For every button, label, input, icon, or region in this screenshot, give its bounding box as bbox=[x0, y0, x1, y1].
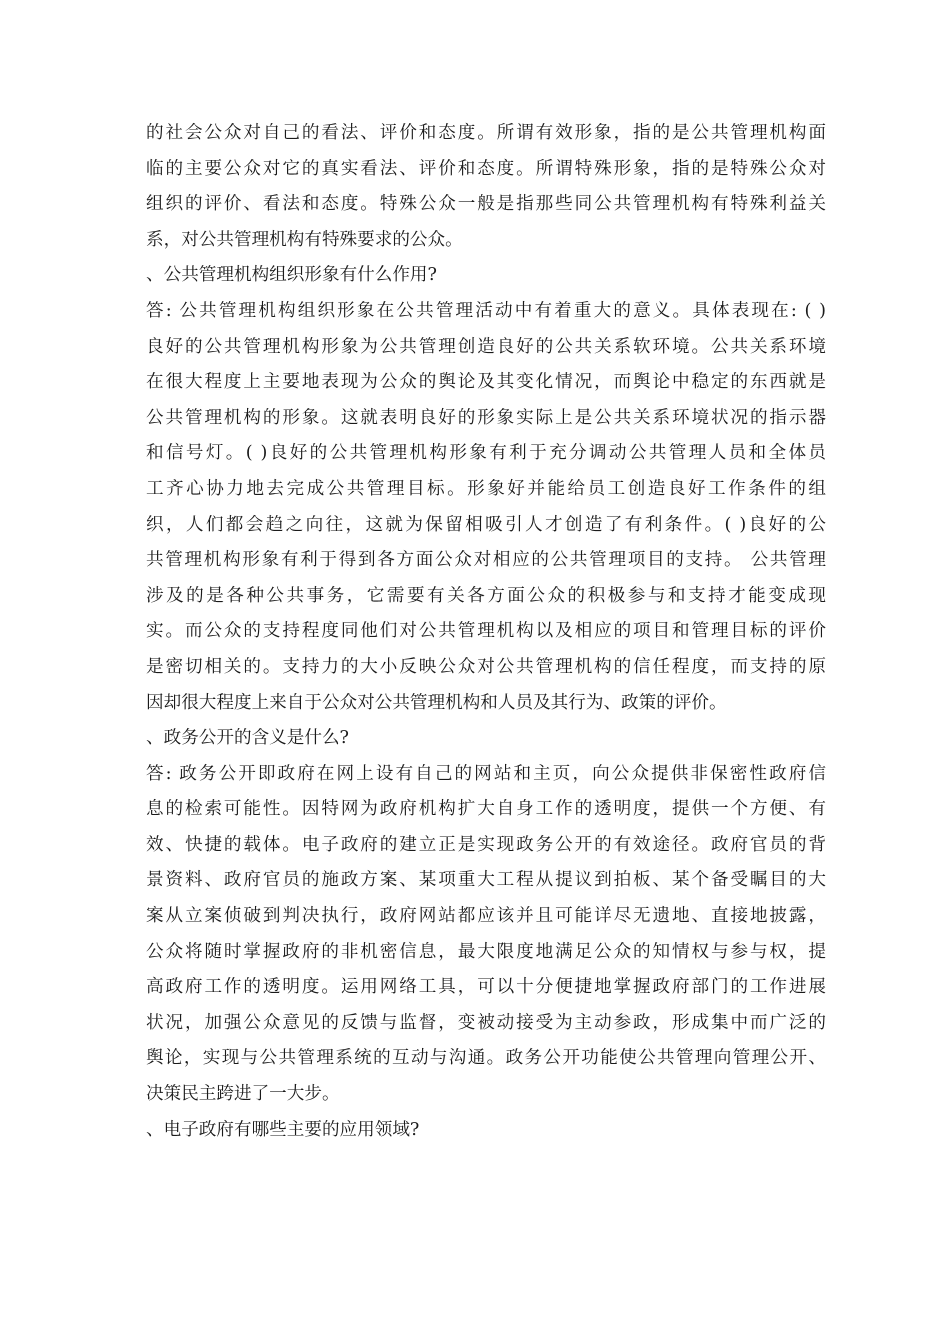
text-line: 共管理机构形象有利于得到各方面公众对相应的公共管理项目的支持。 公共管理 bbox=[146, 550, 826, 571]
text-line: 决策民主跨进了一大步。 bbox=[146, 1084, 340, 1105]
text-line: 系，对公共管理机构有特殊要求的公众。 bbox=[146, 229, 463, 250]
text-line: 组织的评价、看法和态度。特殊公众一般是指那些同公共管理机构有特殊利益关 bbox=[146, 194, 826, 215]
text-line: 实。而公众的支持程度同他们对公共管理机构以及相应的项目和管理目标的评价 bbox=[146, 621, 826, 642]
text-line: 是密切相关的。支持力的大小反映公众对公共管理机构的信任程度，而支持的原 bbox=[146, 656, 826, 677]
text-line: 在很大程度上主要地表现为公众的舆论及其变化情况，而舆论中稳定的东西就是 bbox=[146, 372, 826, 393]
text-line: 织，人们都会趋之向往，这就为保留相吸引人才创造了有利条件。( )良好的公 bbox=[146, 514, 826, 535]
answer-line: 答: 公共管理机构组织形象在公共管理活动中有着重大的意义。具体表现在: ( ) bbox=[146, 300, 826, 321]
text-line: 工齐心协力地去完成公共管理目标。形象好并能给员工创造良好工作条件的组 bbox=[146, 478, 826, 499]
text-line: 舆论，实现与公共管理系统的互动与沟通。政务公开功能使公共管理向管理公开、 bbox=[146, 1048, 826, 1069]
text-line: 公众将随时掌握政府的非机密信息，最大限度地满足公众的知情权与参与权，提 bbox=[146, 941, 826, 962]
text-line: 的社会公众对自己的看法、评价和态度。所谓有效形象，指的是公共管理机构面 bbox=[146, 123, 826, 143]
answer-line: 答: 政务公开即政府在网上设有自己的网站和主页，向公众提供非保密性政府信 bbox=[146, 763, 826, 784]
text-line: 息的检索可能性。因特网为政府机构扩大自身工作的透明度，提供一个方便、有 bbox=[146, 799, 826, 820]
text-line: 临的主要公众对它的真实看法、评价和态度。所谓特殊形象，指的是特殊公众对 bbox=[146, 158, 826, 179]
text-line: 涉及的是各种公共事务，它需要有关各方面公众的积极参与和支持才能变成现 bbox=[146, 585, 826, 606]
text-line: 和信号灯。( )良好的公共管理机构形象有利于充分调动公共管理人员和全体员 bbox=[146, 443, 826, 464]
text-line: 高政府工作的透明度。运用网络工具，可以十分便捷地掌握政府部门的工作进展 bbox=[146, 977, 826, 998]
question-heading: 、公共管理机构组织形象有什么作用? bbox=[146, 265, 437, 286]
text-line: 景资料、政府官员的施政方案、某项重大工程从提议到拍板、某个备受瞩目的大 bbox=[146, 870, 826, 891]
text-line: 状况，加强公众意见的反馈与监督，变被动接受为主动参政，形成集中而广泛的 bbox=[146, 1012, 826, 1033]
text-line: 良好的公共管理机构形象为公共管理创造良好的公共关系软环境。公共关系环境 bbox=[146, 336, 826, 357]
document-body bbox=[146, 116, 826, 1148]
text-line: 因却很大程度上来自于公众对公共管理机构和人员及其行为、政策的评价。 bbox=[146, 692, 727, 713]
question-heading: 、政务公开的含义是什么? bbox=[146, 728, 349, 749]
text-line: 效、快捷的载体。电子政府的建立正是实现政务公开的有效途径。政府官员的背 bbox=[146, 834, 826, 855]
text-line: 公共管理机构的形象。这就表明良好的形象实际上是公共关系环境状况的指示器 bbox=[146, 407, 826, 428]
question-heading: 、电子政府有哪些主要的应用领域? bbox=[146, 1119, 420, 1140]
text-line: 案从立案侦破到判决执行，政府网站都应该并且可能详尽无遗地、直接地披露， bbox=[146, 906, 826, 927]
